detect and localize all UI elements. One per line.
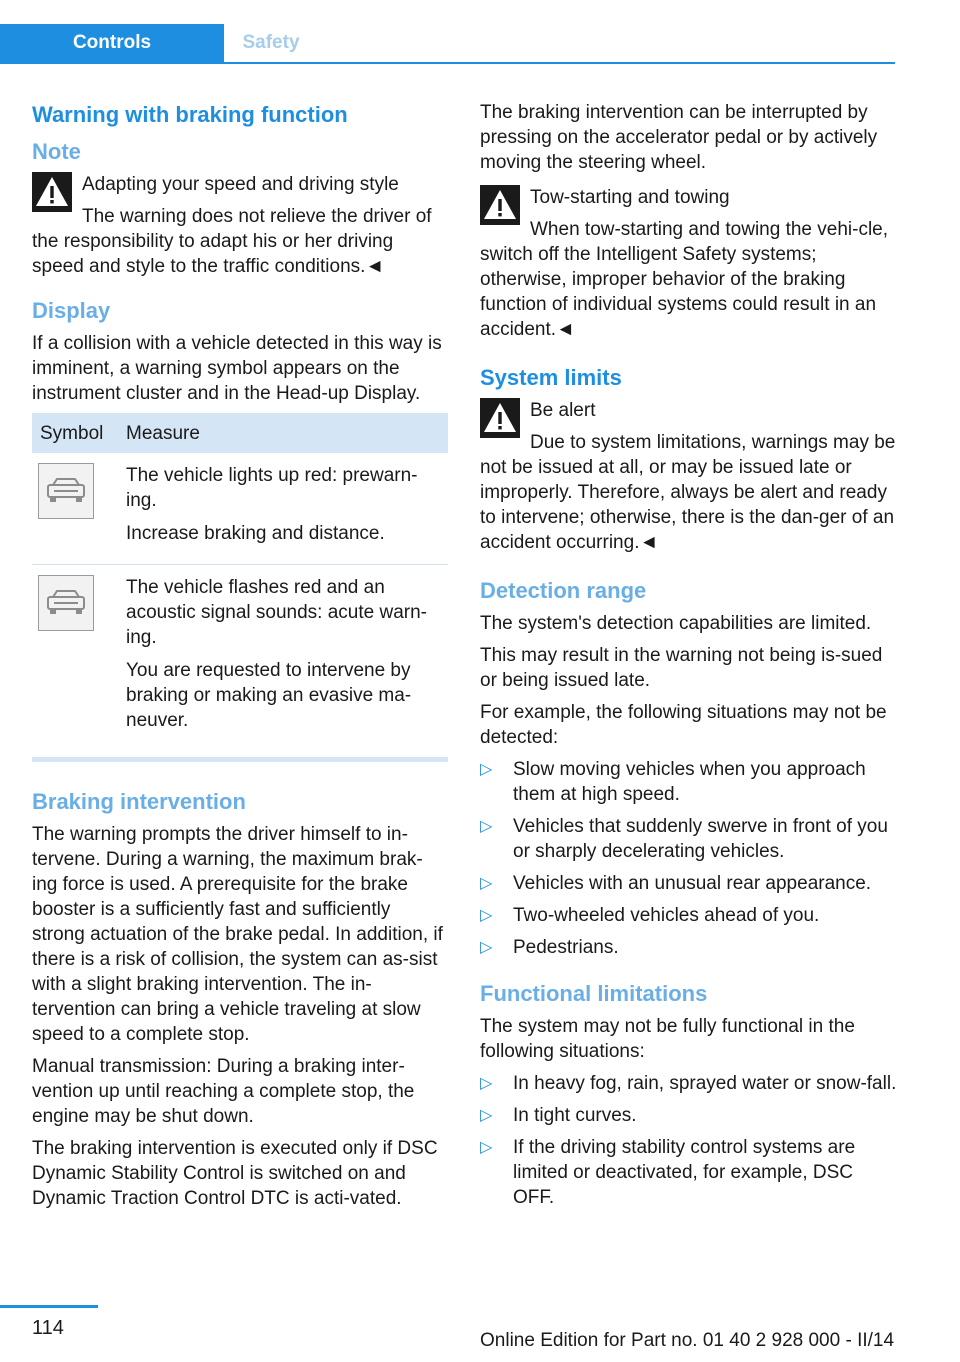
braking-heading: Braking intervention (32, 789, 246, 814)
functional-heading: Functional limitations (480, 981, 708, 1006)
warning-triangle-icon (480, 398, 520, 438)
display-text: If a collision with a vehicle detected in this way is imminent, a warning symbol appears on the instrument cluster and in the Head-up Display. (32, 333, 442, 404)
triangle-bullet-icon: ▷ (480, 1075, 493, 1092)
tab-bar (0, 24, 895, 64)
vehicle-front-icon (38, 463, 94, 519)
page-number: 114 (32, 1317, 64, 1339)
list-item: ▷ Two-wheeled vehicles ahead of you. (480, 905, 820, 926)
table-row (32, 453, 448, 565)
triangle-bullet-icon: ▷ (480, 907, 493, 924)
triangle-bullet-icon: ▷ (480, 939, 493, 956)
list-item: ▷ If the driving stability control systems are limited or deactivated, for example, DSC OFF. (480, 1137, 856, 1208)
triangle-bullet-icon: ▷ (480, 875, 493, 892)
display-heading: Display (32, 298, 111, 323)
note-warning-text: The warning does not relieve the driver of the responsibility to adapt his or her driving speed and style to the traffic conditions.◄ (32, 206, 432, 277)
note-heading: Note (32, 139, 81, 164)
table-header (32, 413, 448, 453)
limits-heading: System limits (480, 365, 622, 390)
list-item: ▷ Vehicles that suddenly swerve in front of you or sharply decelerating vehicles. (480, 816, 888, 862)
detection-paragraph: For example, the following situations may not be detected: (480, 702, 887, 748)
warning-triangle-icon (480, 185, 520, 225)
list-item: ▷ Slow moving vehicles when you approach them at high speed. (480, 759, 866, 805)
left-column (32, 100, 448, 1218)
functional-paragraph: The system may not be fully functional in the following situations: (480, 1016, 855, 1062)
triangle-bullet-icon: ▷ (480, 761, 493, 778)
col-symbol: Symbol (32, 413, 118, 453)
intro-paragraph: The braking intervention can be interrupted by pressing on the accelerator pedal or by actively moving the steering wheel. (480, 102, 878, 173)
table-end-rule (32, 757, 448, 762)
triangle-bullet-icon: ▷ (480, 1139, 493, 1156)
triangle-bullet-icon: ▷ (480, 818, 493, 835)
alert-warning (480, 398, 898, 555)
edition-text: Online Edition for Part no. 01 40 2 928 000 - II/14 (480, 1330, 895, 1351)
tab-controls[interactable]: Controls (0, 24, 224, 62)
tow-warning (480, 185, 898, 342)
detection-list (480, 757, 898, 960)
list-item: ▷ In heavy fog, rain, sprayed water or snow-fall. (480, 1073, 897, 1094)
functional-list (480, 1071, 898, 1210)
table-row (32, 565, 448, 752)
measure-text: The vehicle lights up red: prewarn-ing. (126, 465, 418, 511)
detection-paragraph: The system's detection capabilities are limited. (480, 613, 872, 634)
measure-text: You are requested to intervene by braking or making an evasive ma-neuver. (126, 660, 412, 731)
note-warning-title: Adapting your speed and driving style (82, 174, 399, 195)
col-measure: Measure (118, 413, 448, 453)
tow-warning-title: Tow-starting and towing (530, 187, 730, 208)
list-item: ▷ Vehicles with an unusual rear appearance. (480, 873, 872, 894)
tow-warning-text: When tow-starting and towing the vehi-cle, switch off the Intelligent Safety systems; otherwise, improper behavior of the braking function of individual systems could result in an accident.◄ (480, 219, 889, 340)
warning-triangle-icon (32, 172, 72, 212)
list-item: ▷ Pedestrians. (480, 937, 619, 958)
footer-rule (0, 1305, 98, 1308)
right-column (480, 100, 898, 1218)
detection-heading: Detection range (480, 578, 647, 603)
braking-paragraph: The warning prompts the driver himself to in-tervene. During a warning, the maximum brak-ing force is used. A prerequisite for the brake booster is a sufficiently fast and sufficiently strong actuation of the brake pedal. In addition, if there is a risk of collision, the system can as-sist with a slight braking intervention. The in-tervention can bring a vehicle traveling at slow speed to a complete stop. (32, 824, 443, 1045)
section-title: Warning with braking function (32, 102, 348, 127)
braking-paragraph: Manual transmission: During a braking inter-vention up until reaching a complete stop, the engine may be shut down. (32, 1056, 415, 1127)
tab-safety[interactable]: Safety (242, 32, 300, 53)
vehicle-front-icon (38, 575, 94, 631)
braking-paragraph: The braking intervention is executed only if DSC Dynamic Stability Control is switched on and Dynamic Traction Control DTC is acti-vated. (32, 1138, 438, 1209)
alert-warning-title: Be alert (530, 400, 596, 421)
detection-paragraph: This may result in the warning not being is-sued or being issued late. (480, 645, 883, 691)
note-warning (32, 172, 448, 279)
measure-text: Increase braking and distance. (126, 523, 385, 544)
symbol-table (32, 413, 448, 751)
measure-text: The vehicle flashes red and an acoustic signal sounds: acute warn-ing. (126, 577, 427, 648)
list-item: ▷ In tight curves. (480, 1105, 637, 1126)
triangle-bullet-icon: ▷ (480, 1107, 493, 1124)
alert-warning-text: Due to system limitations, warnings may be not be issued at all, or may be issued late or improperly. Therefore, always be alert and ready to intervene; otherwise, there is the dan-ger of an accident occurring.◄ (480, 432, 896, 553)
